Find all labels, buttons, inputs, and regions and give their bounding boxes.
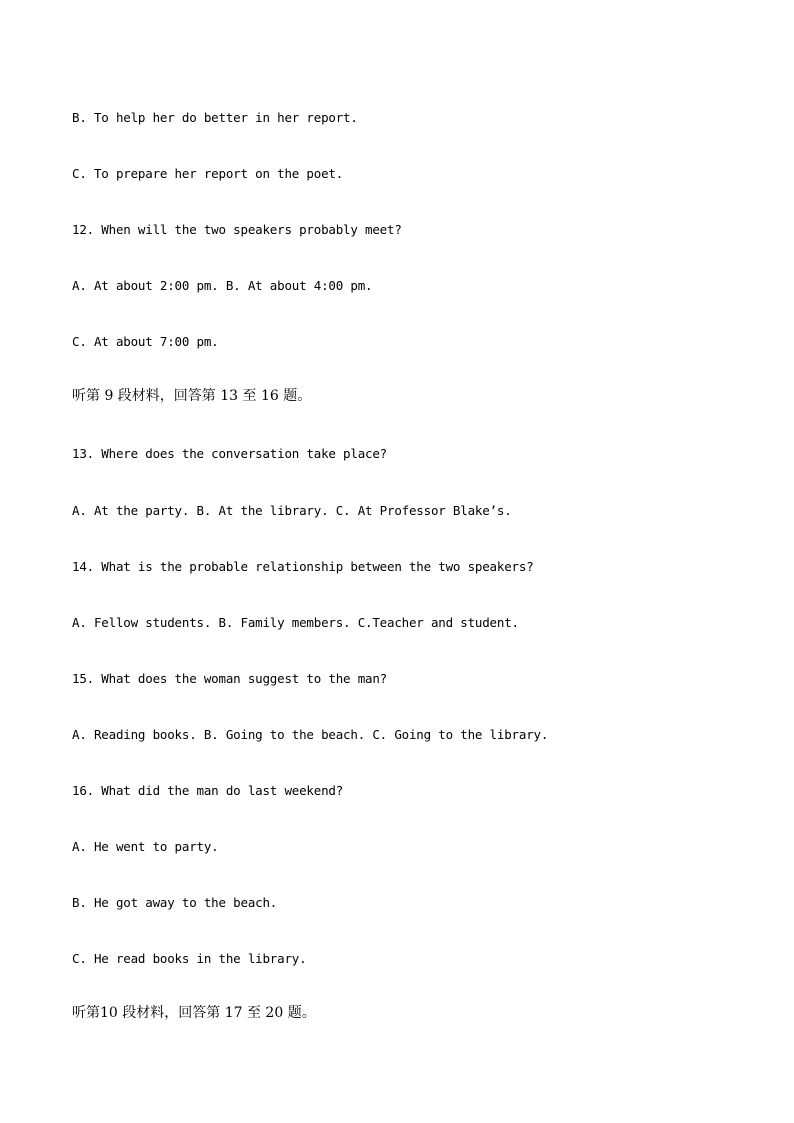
- question-14: 14. What is the probable relationship between the two speakers?: [72, 559, 534, 574]
- options-15: A. Reading books. B. Going to the beach. C. Going to the library.: [72, 727, 549, 742]
- question-13: 13. Where does the conversation take place?: [72, 446, 388, 461]
- options-12ab: A. At about 2:00 pm. B. At about 4:00 pm.: [72, 278, 373, 293]
- option-11b: B. To help her do better in her report.: [72, 110, 358, 125]
- option-16c: C. He read books in the library.: [72, 951, 307, 966]
- option-16a: A. He went to party.: [72, 839, 219, 854]
- question-12: 12. When will the two speakers probably meet?: [72, 222, 402, 237]
- options-13: A. At the party. B. At the library. C. At Professor Blake’s.: [72, 503, 512, 518]
- option-12c: C. At about 7:00 pm.: [72, 334, 219, 349]
- section-instruction-9: 听第 9 段材料，回答第 13 至 16 题。: [72, 388, 312, 404]
- section-instruction-10: 听第10 段材料，回答第 17 至 20 题。: [72, 1005, 316, 1021]
- question-16: 16. What did the man do last weekend?: [72, 783, 344, 798]
- options-14: A. Fellow students. B. Family members. C.Teacher and student.: [72, 615, 519, 630]
- option-11c: C. To prepare her report on the poet.: [72, 166, 344, 181]
- option-16b: B. He got away to the beach.: [72, 895, 278, 910]
- question-15: 15. What does the woman suggest to the man?: [72, 671, 388, 686]
